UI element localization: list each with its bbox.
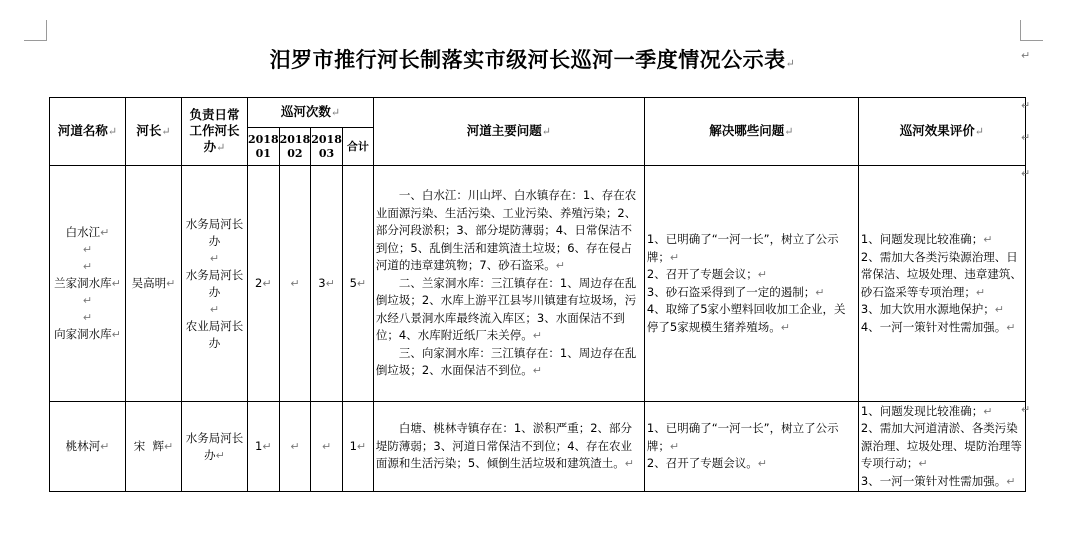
problems-cell <box>373 166 644 402</box>
header-evaluation: 巡河效果评价↵ <box>858 98 1025 166</box>
solved-cell <box>644 166 858 402</box>
evaluation-item: 4、一河一策针对性需加强。↵ <box>860 319 1016 334</box>
chief-cell: 吴高明↵ <box>126 166 182 402</box>
chief-cell: 宋 辉↵ <box>126 402 182 492</box>
solved-cell <box>644 402 858 492</box>
office-name: 农业局河长办 <box>185 318 244 350</box>
page-corner-mark <box>24 20 47 41</box>
solved-item: 2、召开了专题会议。↵ <box>646 456 767 471</box>
river-name: 白水江↵ <box>65 225 110 239</box>
evaluation-cell <box>858 166 1025 402</box>
table-row <box>50 166 1026 402</box>
evaluation-item: 3、一河一策针对性需加强。↵ <box>860 473 1016 488</box>
evaluation-item: 1、问题发现比较准确；↵ <box>860 403 993 418</box>
total-cell: 5↵ <box>342 166 373 402</box>
table-row <box>50 402 1026 492</box>
solved-item: 2、召开了专题会议；↵ <box>646 267 767 281</box>
river-names-cell: 白水江↵ ↵ ↵ 兰家洞水库↵ ↵ ↵ 向家洞水库↵ <box>50 166 126 402</box>
header-month: 2018 02 <box>279 128 311 166</box>
header-month: 2018 01 <box>248 128 280 166</box>
evaluation-item: 1、问题发现比较准确；↵ <box>860 232 993 246</box>
solved-item: 4、取缔了5家小塑料回收加工企业，关停了5家规模生猪养殖场。↵ <box>646 302 846 334</box>
header-month: 2018 03 <box>311 128 343 166</box>
evaluation-item: 2、需加大各类污染源治理、日常保洁、垃圾处理、违章建筑、砂石盗采等专项治理；↵ <box>860 249 1022 299</box>
office-name: 水务局河长办 <box>185 430 244 462</box>
river-name: 兰家洞水库↵ <box>54 276 121 290</box>
problem-paragraph: 一、白水江：川山坪、白水镇存在：1、存在农业面源污染、生活污染、工业污染、养殖污染；2、部分河段淤积；3、部分堤防薄弱；4、日常保洁不到位；5、乱倒生活和建筑渣土垃圾；6、存在侵占河道的违章建筑物；7、砂石盗采。↵ <box>375 188 637 273</box>
paragraph-mark: ↵ <box>1021 49 1031 62</box>
paragraph-mark: ↵ <box>1021 167 1031 180</box>
count-cell: 1↵ <box>248 402 280 492</box>
page-corner-mark <box>1020 20 1043 41</box>
header-patrol: 巡河次数↵ <box>248 98 374 128</box>
problem-paragraph: 二、兰家洞水库：三江镇存在：1、周边存在乱倒垃圾；2、水库上游平江县岑川镇建有垃圾场，污水经八景洞水库最终流入库区；3、水面保洁不到位；4、水库附近纸厂未关停。↵ <box>375 275 637 343</box>
document-title: 汨罗市推行河长制落实市级河长巡河一季度情况公示表↵ <box>269 47 796 72</box>
header-solved: 解决哪些问题↵ <box>644 98 858 166</box>
problems-cell <box>373 402 644 492</box>
solved-item: 1、已明确了“一河一长”，树立了公示牌；↵ <box>646 232 839 264</box>
river-name: 向家洞水库↵ <box>54 327 121 341</box>
count-cell: 3↵ <box>311 166 343 402</box>
river-name: 桃林河 <box>65 439 101 453</box>
office-cell: 水务局河长办 ↵ 水务局河长办 ↵ 农业局河长办 <box>182 166 248 402</box>
evaluation-item: 3、加大饮用水源地保护；↵ <box>860 302 1004 316</box>
header-row <box>50 98 1026 128</box>
solved-item: 3、砂石盗采得到了一定的遏制；↵ <box>646 284 825 299</box>
header-problems: 河道主要问题↵ <box>373 98 644 166</box>
office-name: 水务局河长办 <box>185 216 244 248</box>
river-names-cell: 桃林河↵ <box>50 402 126 492</box>
count-cell: 2↵ <box>248 166 280 402</box>
paragraph-mark: ↵ <box>1021 403 1031 416</box>
problem-paragraph: 白塘、桃林寺镇存在：1、淤积严重；2、部分堤防薄弱；3、河道日常保洁不到位；4、存在农业面源和生活污染；5、倾倒生活垃圾和建筑渣土。↵ <box>375 421 634 471</box>
paragraph-mark: ↵ <box>1021 131 1031 144</box>
header-office: 负责日常工作河长办↵ <box>182 98 248 166</box>
office-name: 水务局河长办 <box>185 267 244 299</box>
problem-paragraph: 三、向家洞水库：三江镇存在：1、周边存在乱倒垃圾；2、水面保洁不到位。↵ <box>375 345 637 378</box>
solved-item: 1、已明确了“一河一长”，树立了公示牌；↵ <box>646 421 839 453</box>
count-cell: ↵ <box>279 166 311 402</box>
header-chief: 河长↵ <box>126 98 182 166</box>
evaluation-cell <box>858 402 1025 492</box>
report-table <box>49 97 1026 492</box>
paragraph-mark: ↵ <box>1021 99 1031 112</box>
header-river: 河道名称↵ <box>50 98 126 166</box>
total-cell: 1↵ <box>342 402 373 492</box>
office-cell: 水务局河长办↵ <box>182 402 248 492</box>
count-cell: ↵ <box>311 402 343 492</box>
count-cell: ↵ <box>279 402 311 492</box>
evaluation-item: 2、需加大河道清淤、各类污染源治理、垃圾处理、堤防治理等专项行动；↵ <box>860 421 1022 471</box>
header-total: 合计 <box>342 128 373 166</box>
